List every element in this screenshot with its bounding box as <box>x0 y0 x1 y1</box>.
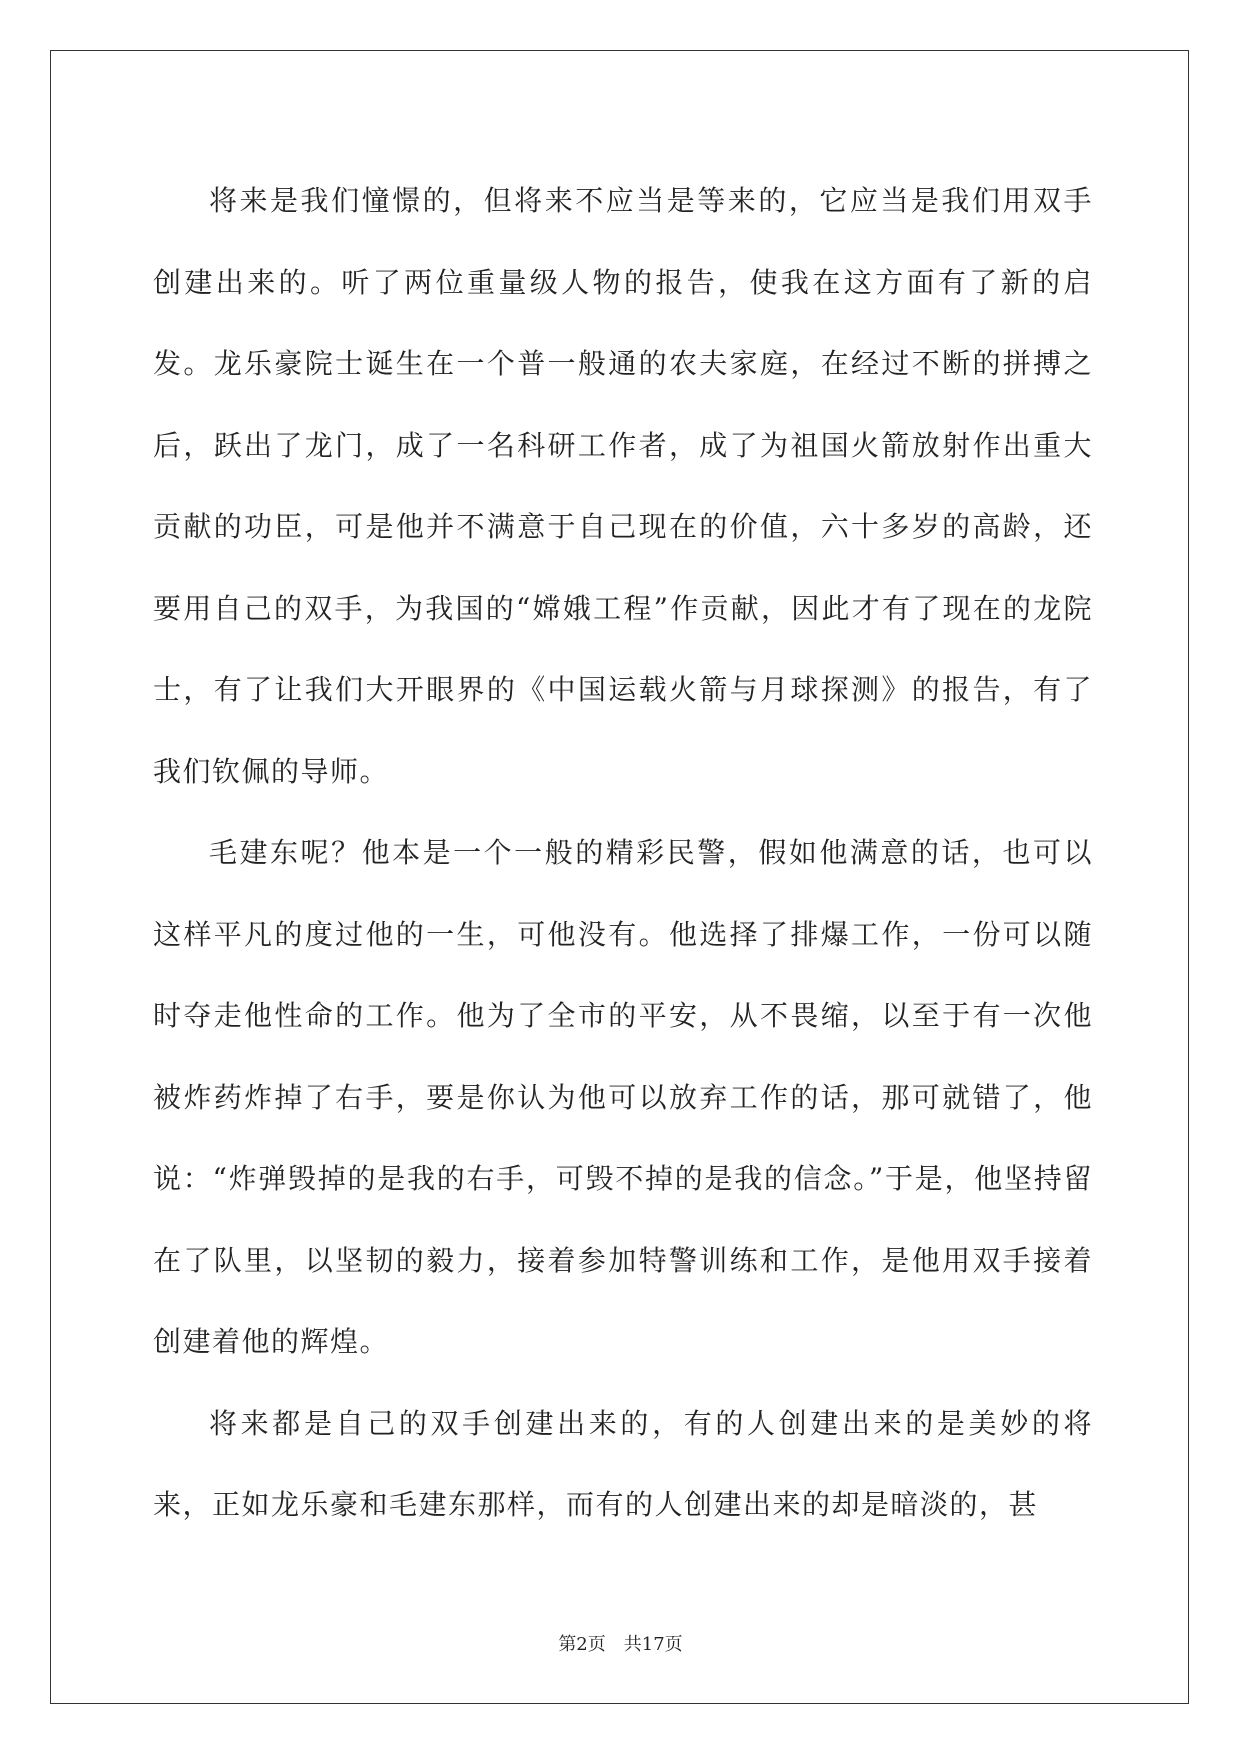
paragraph-1: 将来是我们憧憬的，但将来不应当是等来的，它应当是我们用双手创建出来的。听了两位重量级人物的报告，使我在这方面有了新的启发。龙乐豪院士诞生在一个普一般通的农夫家庭，在经过不断的拼搏之后，跃出了龙门，成了一名科研工作者，成了为祖国火箭放射作出重大贡献的功臣，可是他并不满意于自己现在的价值，六十多岁的高龄，还要用自己的双手，为我国的“嫦娥工程”作贡献，因此才有了现在的龙院士，有了让我们大开眼界的《中国运载火箭与月球探测》的报告，有了我们钦佩的导师。 <box>153 184 1093 788</box>
document-body <box>153 160 1093 1546</box>
paragraph-3: 将来都是自己的双手创建出来的，有的人创建出来的是美妙的将来，正如龙乐豪和毛建东那样，而有的人创建出来的却是暗淡的，甚 <box>153 1406 1093 1521</box>
paragraph-2: 毛建东呢？他本是一个一般的精彩民警，假如他满意的话，也可以这样平凡的度过他的一生，可他没有。他选择了排爆工作，一份可以随时夺走他性命的工作。他为了全市的平安，从不畏缩，以至于有一次他被炸药炸掉了右手，要是你认为他可以放弃工作的话，那可就错了，他说：“炸弹毁掉的是我的右手，可毁不掉的是我的信念。”于是，他坚持留在了队里，以坚韧的毅力，接着参加特警训练和工作，是他用双手接着创建着他的辉煌。 <box>153 836 1093 1358</box>
page-number: 第2页 共17页 <box>558 1634 683 1655</box>
